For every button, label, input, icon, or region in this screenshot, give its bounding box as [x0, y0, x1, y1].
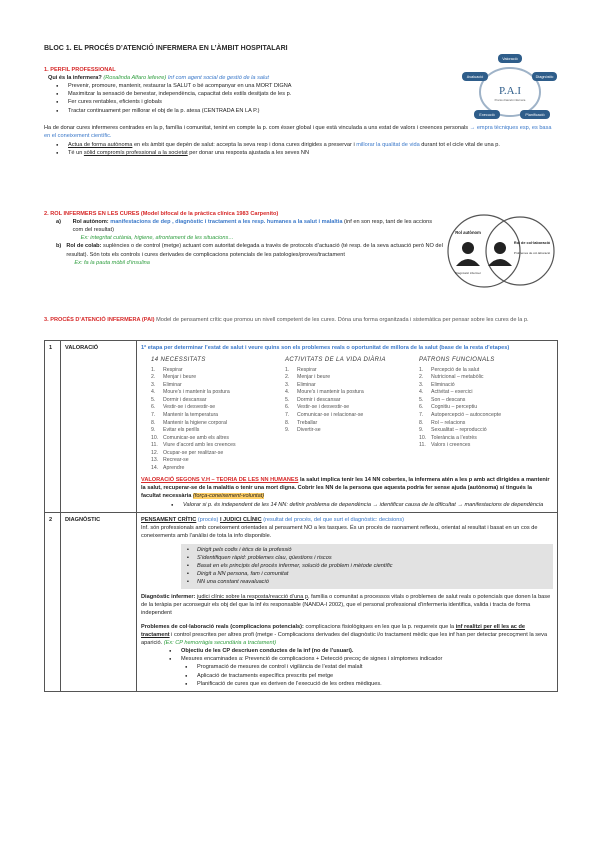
rol-b-text: suplències o de control (metge) actuant com autoritat delegada a través de protocols d’actuació (té resp. de la seva actuació però NO del resultat). Són tots els controls i cures derivades de complicacions potencials de les patologies/proves/tractament [66, 243, 443, 258]
list-item: ● Objectiu de les CP descriuen conductes de la inf (no de l’usuari). [157, 647, 553, 655]
avd-item: 1. Respirar [285, 366, 317, 373]
section-rol-infermers [44, 210, 444, 267]
row-number: 1 [45, 341, 61, 513]
stage-content-diagnostic [137, 512, 558, 691]
stage-content-valoracio [137, 341, 558, 513]
list-item: ▪ Dirigit pels codis i ètics de la professió [187, 546, 547, 554]
dx-paragraph [141, 593, 553, 617]
pc-title: PENSAMENT CRÍTIC [141, 516, 197, 523]
pcol-paragraph [141, 623, 553, 647]
row-number: 2 [45, 512, 61, 691]
vh-title: VALORACIÓ SEGONS V.H – TEORIA DE LES NN HUMANES [141, 477, 299, 484]
avd-item: 5. Dormir i descansar [285, 396, 341, 403]
doctor-head-icon [494, 242, 506, 254]
col-necessitats-list [151, 367, 285, 472]
rol-autonom-sub: Diagnòstic infermer [455, 271, 481, 275]
avd-item: 2. Menjar i beure [285, 374, 331, 381]
pc-heading [141, 516, 553, 524]
col-patrons-list [419, 367, 553, 450]
dx-text: , família o comunitat a processos vitals o problemes de salut reals o potencials que donen la base de la teràpia per aconseguir els obj del que la inf és responsable (NANDA-I 2002), que el personal professional d’infermeria identifica, valida i tracta de forma independent [141, 593, 551, 616]
dash2-compromis: sòlid compromís professional a la societat [83, 149, 188, 156]
col-patrons [419, 356, 553, 472]
vh-bullet-list [141, 501, 553, 509]
col-avd-list [285, 367, 419, 435]
avd-item: 7. Comunicar-se i relacionar-se [285, 411, 364, 418]
pai-node-avaluacio: Avaluació [466, 75, 484, 79]
list-item: ▪ NN una constant reavaluació [187, 578, 547, 586]
pai-subtitle: Procés d'atenció infermera [494, 99, 526, 102]
rol-colab-title: Rol de col·laboració [513, 241, 551, 245]
patro-item: 8. Rol – relacions [419, 419, 466, 426]
patro-item: 3. Eliminació [419, 381, 455, 388]
dx-underlined: judici clínic sobre la resposta/reacció d’una p [196, 593, 308, 600]
list-item: ● Planificació de cures que es deriven de l’execució de les ordres mèdiques. [173, 680, 553, 688]
necessitat-item: 11. Viure d’acord amb les creences [151, 442, 236, 449]
list-item: ▪ Dirigit a NN persona, fam i comunitat [187, 570, 547, 578]
nurse-head-icon [462, 242, 474, 254]
patro-item: 2. Nutricional – metabòlic [419, 374, 484, 381]
patro-item: 9. Sexualitat – reproducció [419, 427, 487, 434]
rol-colab [44, 242, 444, 266]
necessitat-item: 2. Menjar i beure [151, 374, 197, 381]
dx-title: Diagnòstic infermer: [141, 593, 196, 600]
pc-characteristics-box [181, 544, 553, 589]
stage-label: DIAGNÒSTIC [61, 512, 137, 691]
pai-node-diagnostic: Diagnòstic [535, 75, 554, 79]
pc-text: Inf. són professionals amb coneixement orientades al pensament NO a les tasques. És un procés de raonament reflexiu, orientat al resultat i basat en un cos de coneixements amb l’anàlisi de tota la info disponible. [141, 524, 538, 539]
vh-paragraph [141, 476, 553, 500]
avd-item: 8. Treballar [285, 419, 318, 426]
necessitat-item: 1. Respirar [151, 366, 183, 373]
jc-title: I JUDICI CLÍNIC [219, 516, 262, 523]
valoracio-columns [151, 356, 553, 472]
col-necessitats-title: 14 NECESSITATS [151, 357, 206, 364]
question-line [44, 74, 556, 82]
pcol-sub-list [141, 663, 553, 687]
necessitat-item: 3. Eliminar [151, 381, 182, 388]
question-answer: Inf com agent social de gestió de la salut [167, 75, 269, 82]
necessitat-item: 9. Evitar els perills [151, 427, 200, 434]
section-pai [44, 316, 556, 324]
list-item [44, 141, 556, 149]
patro-item: 11. Valors i creences [419, 442, 471, 449]
question-label: Qui és la infermera? [48, 75, 102, 82]
necessitat-item: 10. Comunicar-se amb els altres [151, 434, 230, 441]
rol-b-title: Rol de colab: [66, 243, 102, 250]
patro-item: 5. Son – descans [419, 396, 466, 403]
perfil-paragraph [44, 124, 556, 140]
necessitat-item: 4. Moure’s i mantenir la postura [151, 389, 230, 396]
pcol-underlined: inf realitzi per ell les ac de tractament [141, 623, 526, 638]
section-2-heading-line [44, 210, 444, 218]
vh-highlight: (força-coneixement-voluntat) [192, 493, 265, 500]
col-avd-title: ACTIVITATS DE LA VIDA DIÀRIA [285, 357, 386, 364]
table-row [45, 512, 558, 691]
dash1-text: en els àmbit que depèn de salut: accepta la seva resp i dona cures dirigides a preservar i [133, 141, 355, 148]
patro-item: 4. Activitat – exercici [419, 389, 473, 396]
list-item: ● Tractar continuament per millorar el obj de la p. atesa (CENTRADA EN LA P.) [44, 107, 444, 115]
necessitat-item: 14. Aprendre [151, 464, 185, 471]
list-item: ● Programació de mesures de control i vigilància de l’estat del malalt [173, 663, 553, 671]
perfil-paragraph-arrow: → empra tècniques esp, es basa en el coneixement científic. [44, 124, 552, 139]
document-title: BLOC 1. EL PROCÉS D’ATENCIÓ INFERMERA EN L’ÀMBIT HOSPITALARI [44, 45, 288, 52]
pc-note: (procés) [197, 516, 219, 523]
list-item: ● Mesures encaminades a: Prevenció de complicacions + Detecció precoç de signes i símptomes indicador [157, 655, 553, 663]
pai-node-planificacio: Planificació [525, 113, 545, 117]
section-2-heading: 2. ROL INFERMERS EN LES CURES [44, 211, 140, 217]
stage-label: VALORACIÓ [61, 341, 137, 513]
avd-item: 9. Divertir-se [285, 427, 321, 434]
necessitat-item: 6. Vestir-se i desvestir-se [151, 404, 216, 411]
rol-autonom [44, 218, 444, 242]
rol-autonom-circle [448, 215, 520, 287]
avd-item: 4. Moure’s i mantenir la postura [285, 389, 364, 396]
patro-item: 6. Cognitiu – perceptiu [419, 404, 478, 411]
avd-item: 6. Vestir-se i desvestir-se [285, 404, 350, 411]
rol-a-label: a) [56, 219, 61, 226]
rol-a-title: Rol autònom: [72, 219, 109, 226]
rol-a-example: Ex: integritat cutània, higiene, afrontament de les situacions… [80, 235, 234, 242]
rol-autonom-title: Rol autònom [455, 230, 481, 235]
dash2-start: Té un [68, 149, 83, 156]
patro-item: 10. Tolerància a l’estrès [419, 434, 477, 441]
pai-node-execucio: Execució [479, 113, 495, 117]
patro-item: 1. Percepció de la salut [419, 366, 480, 373]
pcol-text: complicacions fisiològiques en les que la p. requereix que la [305, 623, 455, 630]
question-source: (Rosalinda Alfaro lefevre) [103, 75, 167, 82]
col-patrons-title: PATRONS FUNCIONALS [419, 357, 495, 364]
valoracio-intro: 1ª etapa per determinar l’estat de salut i veure quins son els problemes reals o oportunitat de millora de la salut (base de la resta d’etapes) [141, 345, 510, 351]
list-item: ● Fer cures rentables, eficients i globals [44, 98, 444, 106]
necessitat-item: 12. Ocupar-se per realitzar-se [151, 449, 224, 456]
rol-b-example: Ex: fa la pauta mòbil d’insulina [74, 259, 150, 266]
patro-item: 7. Autopercepció – autoconcepte [419, 411, 502, 418]
nurse-body-icon [456, 259, 480, 266]
necessitat-item: 8. Mantenir la higiene corporal [151, 419, 228, 426]
list-item: ● Maximitzar la sensació de benestar, independència, capacitat dels estils desitjats de les p. [44, 90, 444, 98]
dash1-qualitat: millorar la qualitat de vida [356, 141, 420, 148]
col-necessitats [151, 356, 285, 472]
dash2-end: per donar una resposta ajustada a les seves NN [189, 149, 309, 156]
list-item: ● Aplicació de tractaments específics prescrits pel metge [173, 672, 553, 680]
perfil-paragraph-text: Ha de donar cures infermeres centrades en la p, família i comunitat, tenint en compte la p. com ésser global i que està vinculada a uns estat de valors i creences personals [44, 124, 469, 131]
perfil-dash-list [44, 141, 556, 157]
avd-item: 3. Eliminar [285, 381, 316, 388]
vh-text: la salut implica tenir les 14 NN cobertes, la infermera atén a les p amb act dirigides a mantenir la salut, recuperar-se de la malaltia o tenir una mort digna. Cobrir les NN de la persona que aquesta podria fer sense ajuda (autònoma) sí tingués la facultat necessària [141, 477, 550, 500]
section-3-heading: 3. PROCÉS D’ATENCIÓ INFERMERA (PAI) [44, 317, 155, 323]
pai-node-valoracio: Valoració [502, 57, 518, 61]
list-item [44, 149, 556, 157]
rol-a-text: manifestacions de dep , diagnòstic i tractament a les resp. humanes a la salut i malaltia [110, 219, 343, 226]
section-perfil-professional [44, 66, 556, 157]
rol-a-text2: (inf en son resp, tant de les accions com del resultat) [72, 219, 433, 234]
list-item: ▪ S’identifiquen ràpid: problemes clau, qüestions i riscos [187, 554, 547, 562]
jc-note: (resultat del procés, del que surt el diagnòstic: decisions) [263, 516, 405, 523]
dash1-autonoma: Actua de forma autònoma [68, 141, 133, 148]
rol-colab-sub: Problemes de col·laboració [513, 251, 551, 255]
table-row [45, 341, 558, 513]
pcol-title: Problemes de col·laboració reals (complicacions potencials): [141, 623, 304, 630]
pcol-text2: i control prescrites per altres profi (metge - Complicacions derivades del diagnòstic i/o tractament mèdic que les inf han per detectar precoçment la seva aparició. [141, 631, 548, 647]
doctor-body-icon [488, 259, 512, 266]
rol-b-label: b) [56, 243, 62, 250]
list-item: ▪ Basat en els principis del procés infermer, solució de problem i mètode científic [187, 562, 547, 570]
section-2-note: (Model bifocal de la pràctica clínica 1983 Carpenito) [140, 211, 279, 217]
list-item: ● Prevenir, promoure, mantenir, restaurar la SALUT o bé acompanyar en una MORT DIGNA [44, 82, 444, 90]
dash1-end: durant tot el cicle vital de una p. [421, 141, 500, 148]
roles-venn-diagram [446, 210, 556, 292]
necessitat-item: 13. Recrear-se [151, 457, 189, 464]
pcol-example: (Ex: CP hemorràgia secundària a tractament) [163, 640, 277, 647]
list-item: ● Valorar si p. és independent de les 14 NN: definir problema de dependència → identificar causa de la dificultat → manifestacions de dependència [159, 501, 553, 509]
col-avd [285, 356, 419, 472]
section-1-heading: 1. PERFIL PROFESSIONAL [44, 67, 116, 73]
pcol-bullet-list [141, 647, 553, 663]
necessitat-item: 7. Mantenir la temperatura [151, 411, 219, 418]
pai-stages-table [44, 340, 558, 692]
section-3-text: Model de pensament crític que promou un nivell competent de les cures. Dóna una forma organitzada i sistemàtica per pensar sobre les cures de la p. [156, 317, 529, 323]
pai-center-label: P.A.I [498, 85, 522, 97]
necessitat-item: 5. Dormir i descansar [151, 396, 207, 403]
perfil-bullet-list [44, 82, 444, 114]
